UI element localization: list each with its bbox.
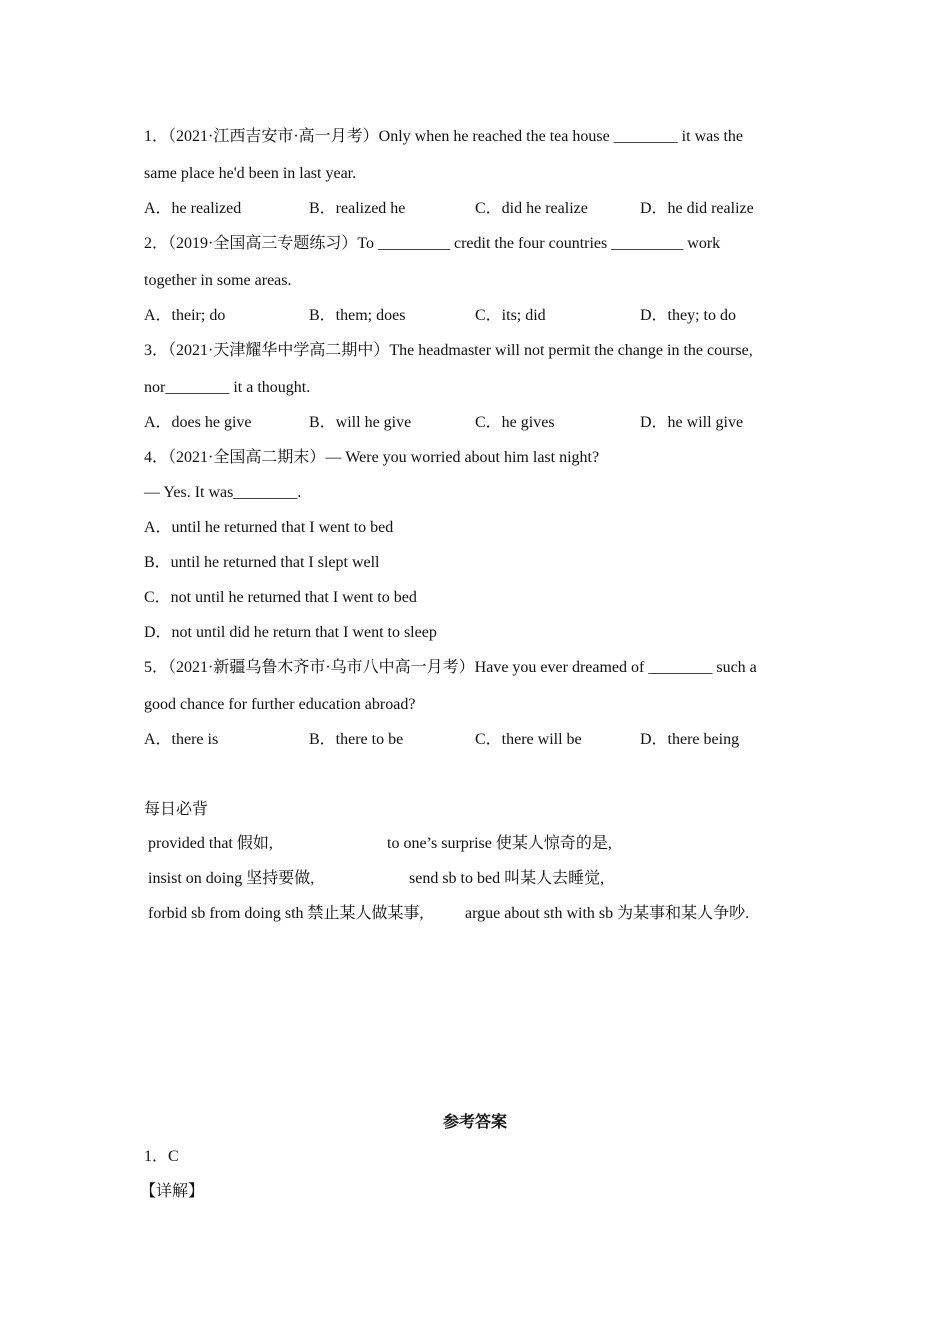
answer-detail-label: 【详解】: [140, 1183, 205, 1200]
question-1-stem-continued: same place he'd been in last year.: [144, 165, 357, 182]
question-1-option-a: A．he realized: [144, 200, 242, 217]
question-5-option-a: A．there is: [144, 731, 219, 748]
question-4-option-b: B．until he returned that I slept well: [144, 554, 380, 571]
question-4-option-d: D．not until did he return that I went to sleep: [144, 624, 437, 641]
daily-phrase: provided that 假如,: [148, 835, 273, 852]
question-4-stem: 4．（2021·全国高二期末）— Were you worried about him last night?: [144, 449, 600, 466]
question-1-option-d: D．he did realize: [640, 200, 754, 217]
answers-title: 参考答案: [442, 1114, 507, 1131]
question-4-option-a: A．until he returned that I went to bed: [144, 519, 394, 536]
question-5-option-d: D．there being: [640, 731, 740, 748]
daily-phrase: insist on doing 坚持要做,: [148, 870, 315, 887]
daily-phrase: argue about sth with sb 为某事和某人争吵.: [465, 905, 750, 922]
question-1-option-b: B．realized he: [309, 200, 406, 217]
answer-1: 1．C: [144, 1148, 179, 1165]
question-2-option-c: C．its; did: [475, 307, 546, 324]
question-1-option-c: C．did he realize: [475, 200, 588, 217]
question-2-option-a: A．their; do: [144, 307, 226, 324]
question-5-stem-continued: good chance for further education abroad?: [144, 696, 416, 713]
question-2-stem-continued: together in some areas.: [144, 272, 292, 289]
daily-phrase: send sb to bed 叫某人去睡觉,: [409, 870, 605, 887]
question-5-stem: 5．（2021·新疆乌鲁木齐市·乌市八中高一月考）Have you ever dreamed of ________ such a: [144, 659, 757, 676]
question-5-option-b: B．there to be: [309, 731, 404, 748]
question-3-option-a: A．does he give: [144, 414, 252, 431]
question-3-option-c: C．he gives: [475, 414, 555, 431]
question-5-option-c: C．there will be: [475, 731, 582, 748]
question-4-stem-continued: — Yes. It was________.: [144, 484, 302, 501]
question-3-option-b: B．will he give: [309, 414, 412, 431]
question-1-stem: 1．（2021·江西吉安市·高一月考）Only when he reached the tea house ________ it was the: [144, 128, 743, 145]
question-3-option-d: D．he will give: [640, 414, 744, 431]
daily-heading: 每日必背: [144, 801, 209, 818]
daily-phrase: forbid sb from doing sth 禁止某人做某事,: [148, 905, 424, 922]
question-2-stem: 2．（2019·全国高三专题练习）To _________ credit the four countries _________ work: [144, 235, 721, 252]
question-4-option-c: C．not until he returned that I went to bed: [144, 589, 417, 606]
question-2-option-b: B．them; does: [309, 307, 406, 324]
question-3-stem-continued: nor________ it a thought.: [144, 379, 311, 396]
daily-phrase: to one’s surprise 使某人惊奇的是,: [387, 835, 612, 852]
question-2-option-d: D．they; to do: [640, 307, 736, 324]
question-3-stem: 3．（2021·天津耀华中学高二期中）The headmaster will not permit the change in the course,: [144, 342, 753, 359]
